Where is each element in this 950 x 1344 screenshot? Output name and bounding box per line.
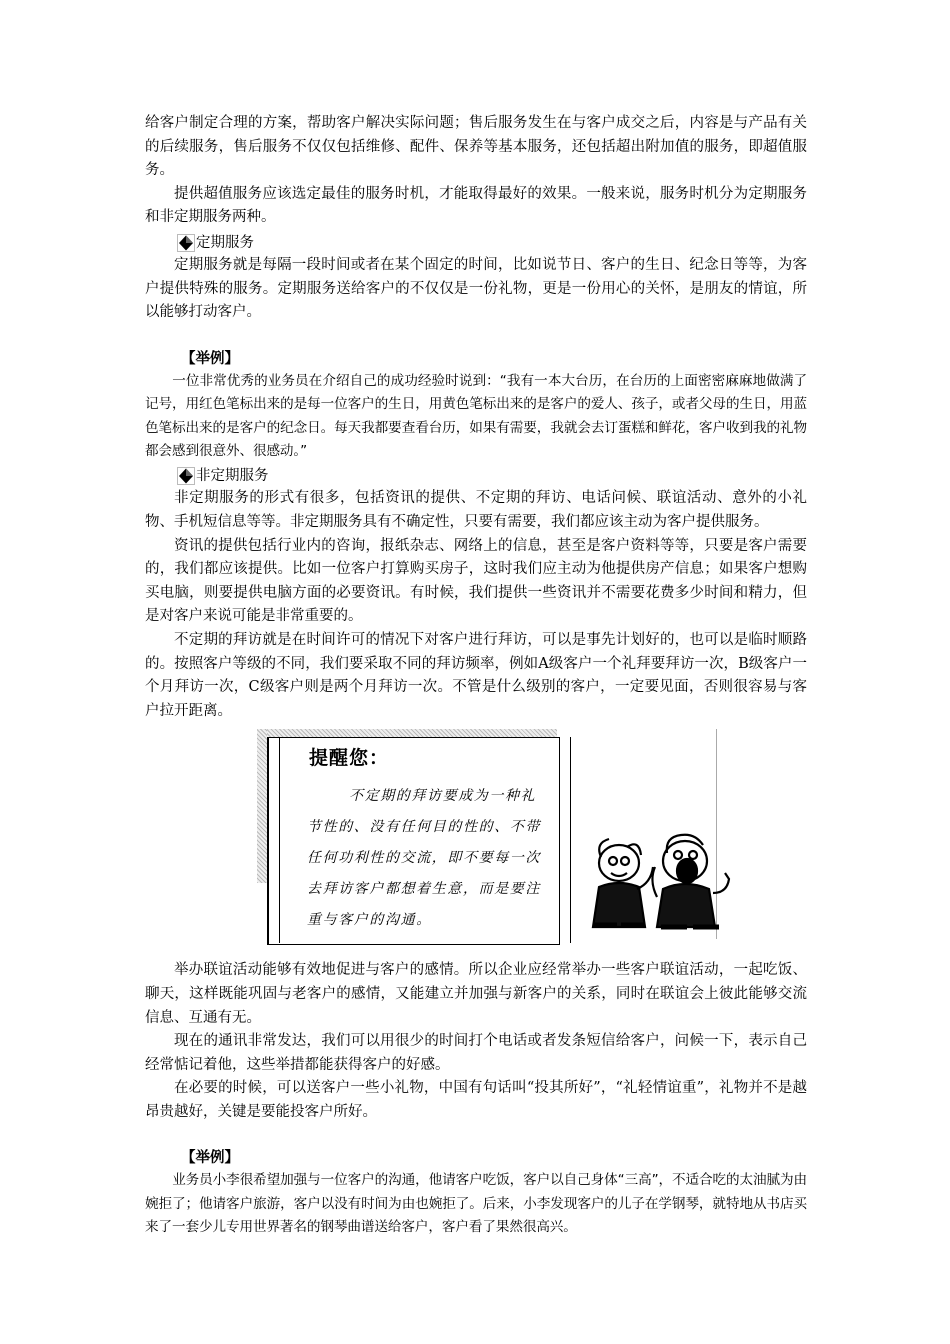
paragraph: 定期服务就是每隔一段时间或者在某个固定的时间，比如说节日、客户的生日、纪念日等等，为客户提供特殊的服务。定期服务送给客户的不仅仅是一份礼物，更是一份用心的关怀，是朋友的情谊，所以能够打动客户。 <box>145 256 807 321</box>
document-page <box>145 112 807 1240</box>
example-text: 一位非常优秀的业务员在介绍自己的成功经验时说到：“我有一本大台历，在台历的上面密密麻麻地做满了记号，用红色笔标出来的是每一位客户的生日，用黄色笔标出来的是客户的爱人、孩子，或者父母的生日，用蓝色笔标出来的是客户的纪念日。每天我都要查看台历，如果有需要，我就会去订蛋糕和鲜花，客户收到我的礼物都会感到很意外、很感动。” <box>145 372 807 459</box>
paragraph: 不定期的拜访就是在时间许可的情况下对客户进行拜访，可以是事先计划好的，也可以是临时顺路的。按照客户等级的不同，我们要采取不同的拜访频率，例如A级客户一个礼拜要拜访一次，B级客户一个月拜访一次，C级客户则是两个月拜访一次。不管是什么级别的客户，一定要见面，否则很容易与客户拉开距离。 <box>145 631 807 719</box>
diamond-bullet-icon <box>177 234 195 252</box>
paragraph: 提供超值服务应该选定最佳的服务时机，才能取得最好的效果。一般来说，服务时机分为定期服务和非定期服务两种。 <box>145 185 807 226</box>
paragraph: 举办联谊活动能够有效地促进与客户的感情。所以企业应经常举办一些客户联谊活动，一起吃饭、聊天，这样既能巩固与老客户的感情，又能建立并加强与新客户的关系，同时在联谊会上彼此能够交流信息、互通有无。 <box>145 962 807 1026</box>
section-heading-regular-service <box>145 232 807 254</box>
diamond-bullet-icon <box>177 467 195 485</box>
paragraph: 资讯的提供包括行业内的咨询，报纸杂志、网络上的信息，甚至是客户资料等等，只要是客户需要的，我们都应该提供。比如一位客户打算购买房子，这时我们应主动为他提供房产信息；如果客户想购买电脑，则要提供电脑方面的必要资讯。有时候，我们提供一些资讯并不需要花费多少时间和精力，但是对客户来说可能是非常重要的。 <box>145 537 807 625</box>
section-heading-irregular-service <box>145 465 807 487</box>
reminder-text: 不定期的拜访要成为一种礼节性的、没有任何目的性的、不带任何功利性的交流，即不要每一次去拜访客户都想着生意，而是要注重与客户的沟通。 <box>307 788 541 929</box>
paragraph: 现在的通讯非常发达，我们可以用很少的时间打个电话或者发条短信给客户，问候一下，表示自己经常惦记着他，这些举措都能获得客户的好感。 <box>145 1033 807 1073</box>
two-men-talking-illustration <box>577 827 737 947</box>
example-title: 【举例】 <box>181 350 239 367</box>
example-title: 【举例】 <box>181 1150 239 1167</box>
reminder-box <box>257 729 727 951</box>
paragraph: 在必要的时候，可以送客户一些小礼物，中国有句话叫“投其所好”，“礼轻情谊重”，礼物并不是越昂贵越好，关键是要能投客户所好。 <box>145 1080 807 1120</box>
paragraph: 非定期服务的形式有很多，包括资讯的提供、不定期的拜访、电话问候、联谊活动、意外的小礼物、手机短信息等等。非定期服务具有不确定性，只要有需要，我们都应该主动为客户提供服务。 <box>145 490 807 530</box>
reminder-title: 提醒您： <box>309 747 390 770</box>
section-heading-text: 非定期服务 <box>196 468 269 485</box>
paragraph: 给客户制定合理的方案，帮助客户解决实际问题；售后服务发生在与客户成交之后，内容是与产品有关的后续服务，售后服务不仅仅包括维修、配件、保养等基本服务，还包括超出附加值的服务，即超值服务。 <box>145 115 807 179</box>
example-text: 业务员小李很希望加强与一位客户的沟通，他请客户吃饭，客户以自己身体“三高”，不适合吃的太油腻为由婉拒了；他请客户旅游，客户以没有时间为由也婉拒了。后来，小李发现客户的儿子在学钢琴，就特地从书店买来了一套少儿专用世界著名的钢琴曲谱送给客户，客户看了果然很高兴。 <box>145 1172 807 1236</box>
section-heading-text: 定期服务 <box>196 234 254 251</box>
